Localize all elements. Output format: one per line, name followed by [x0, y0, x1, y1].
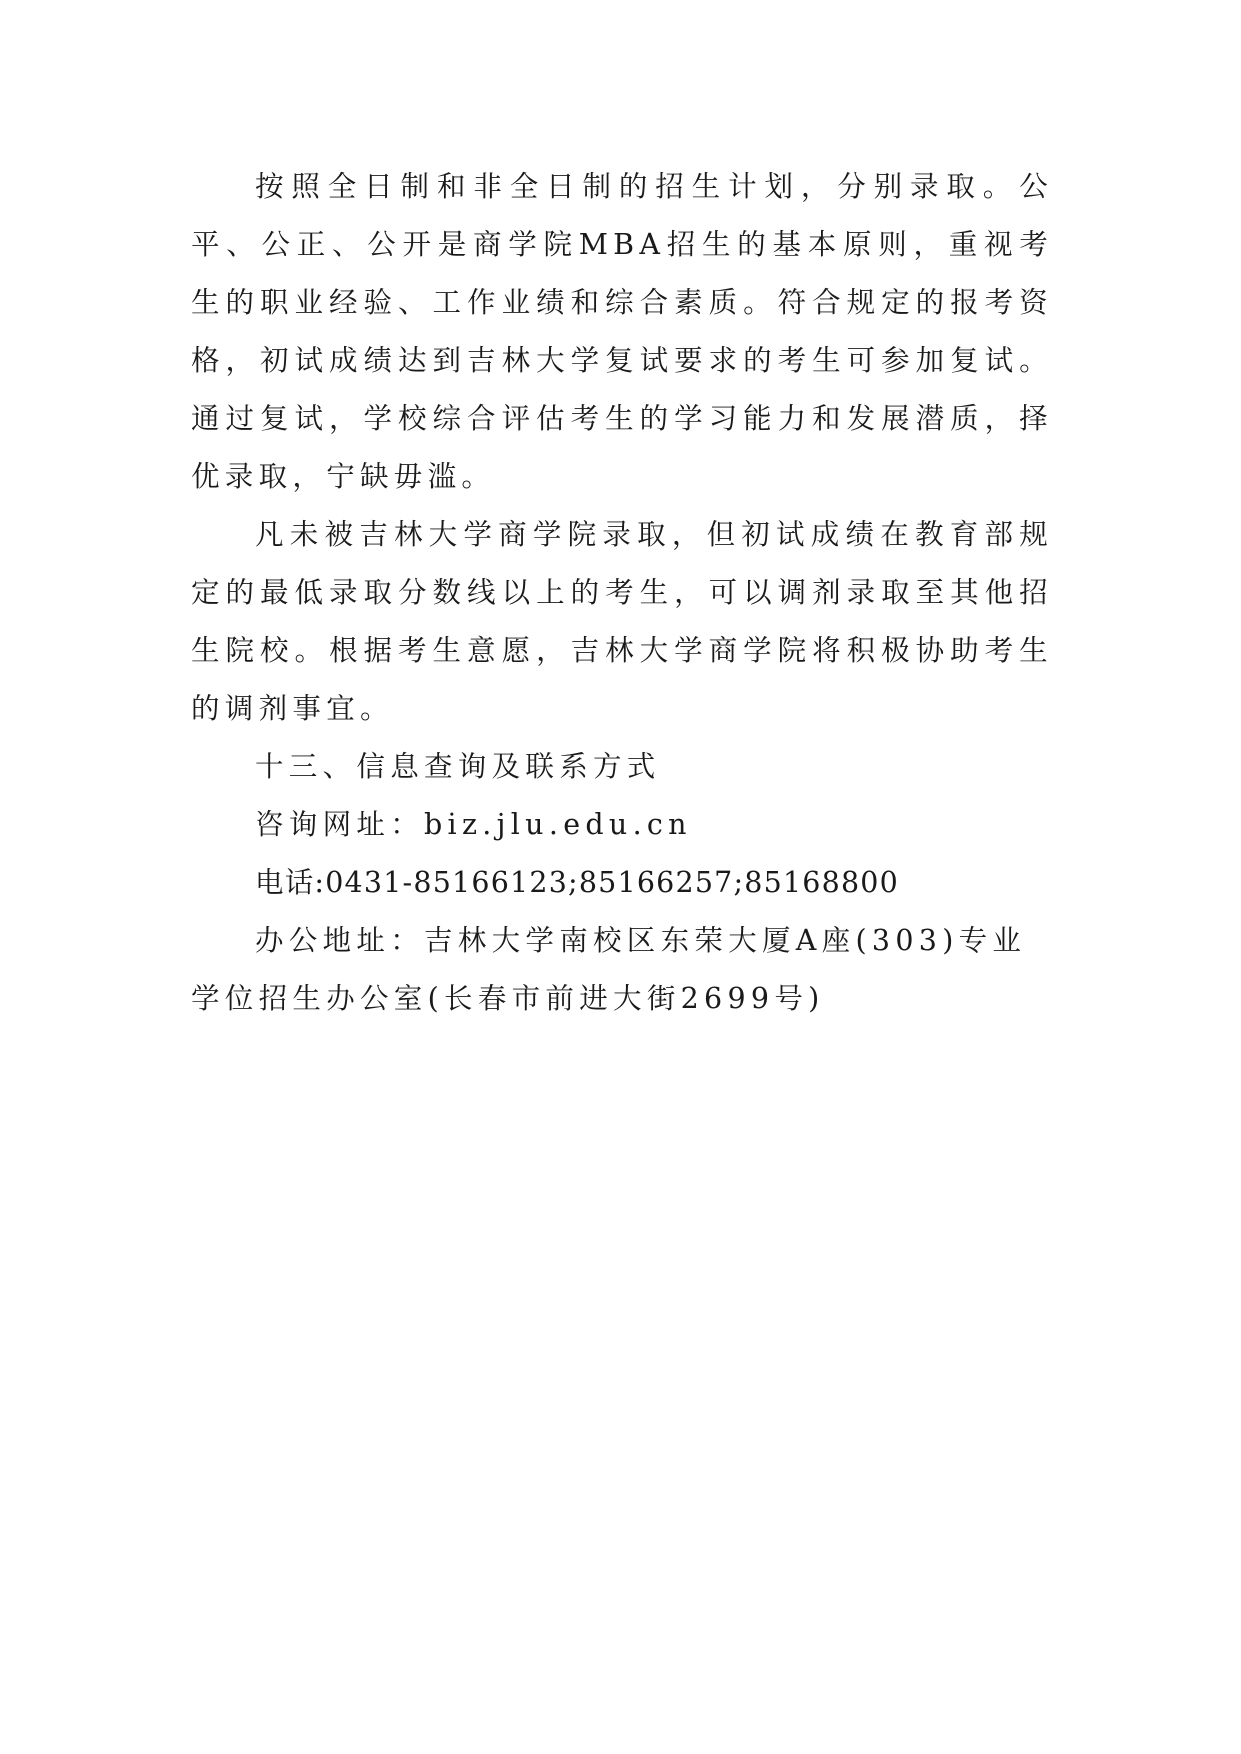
transfer-paragraph: 凡未被吉林大学商学院录取，但初试成绩在教育部规定的最低录取分数线以上的考生，可以调剂录取至其他招生院校。根据考生意愿，吉林大学商学院将积极协助考生的调剂事宜。	[191, 518, 1053, 725]
admission-paragraph: 按照全日制和非全日制的招生计划，分别录取。公平、公正、公开是商学院MBA招生的基本原则，重视考生的职业经验、工作业绩和综合素质。符合规定的报考资格，初试成绩达到吉林大学复试要求的考生可参加复试。通过复试，学校综合评估考生的学习能力和发展潜质，择优录取，宁缺毋滥。	[191, 170, 1053, 493]
phone-line: 电话:0431-85166123;85166257;85168800	[255, 866, 899, 899]
section-heading: 十三、信息查询及联系方式	[255, 750, 661, 783]
document-body	[191, 158, 1053, 1028]
address-paragraph: 办公地址：吉林大学南校区东荣大厦A座(303)专业学位招生办公室(长春市前进大街2699号)	[191, 924, 1027, 1015]
website-line: 咨询网址：biz.jlu.edu.cn	[255, 808, 692, 841]
